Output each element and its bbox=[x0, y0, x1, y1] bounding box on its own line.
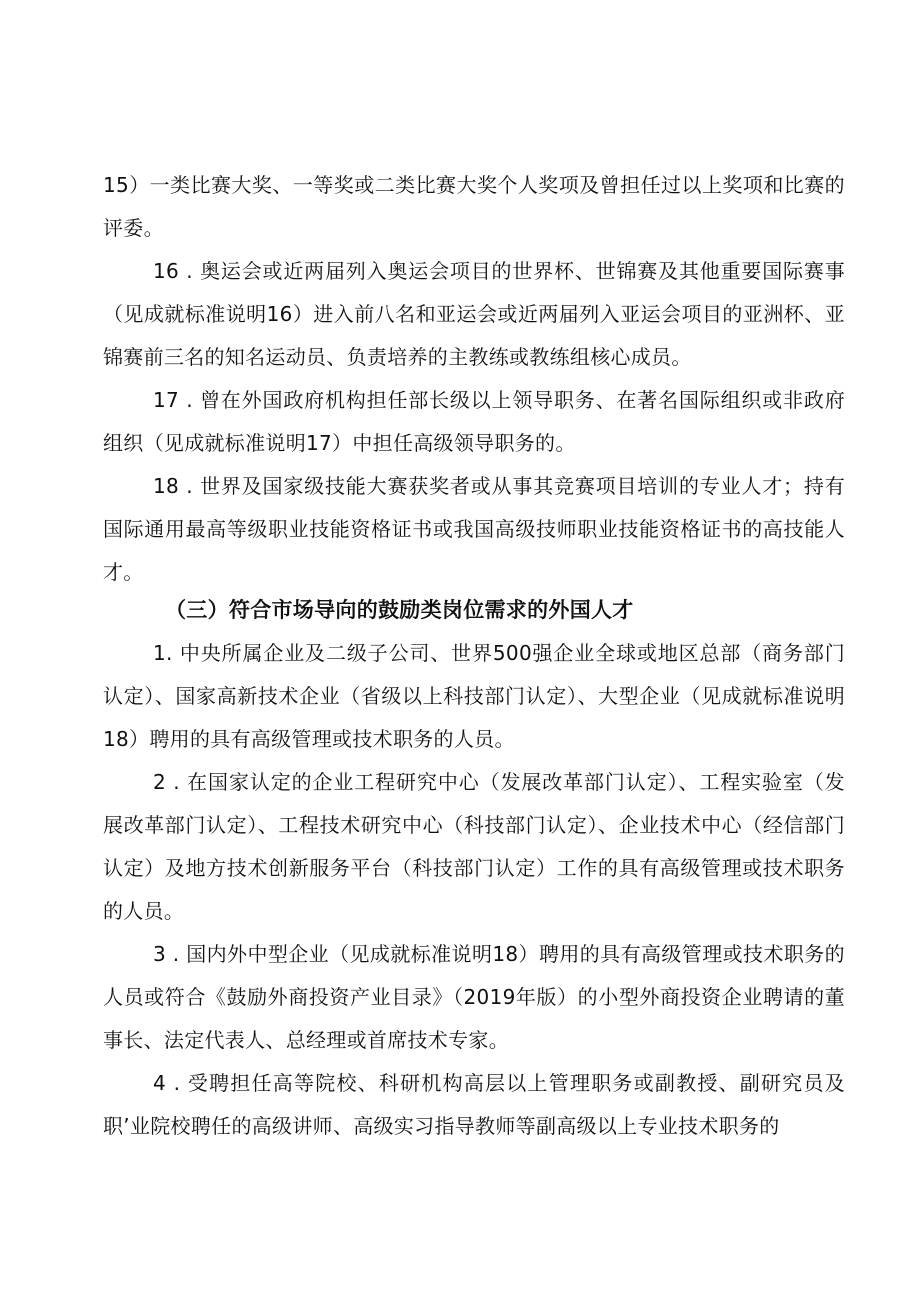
section-item-1: 1. 中央所属企业及二级子公司、世界500强企业全球或地区总部（商务部门认定）、国家高新技术企业（省级以上科技部门认定）、大型企业（见成就标准说明18）聘用的具有高级管理或技术职务的人员。 bbox=[103, 641, 845, 751]
paragraph-item-16: 16 . 奥运会或近两届列入奥运会项目的世界杯、世锦赛及其他重要国际赛事（见成就标准说明16）进入前八名和亚运会或近两届列入亚运会项目的亚洲杯、亚锦赛前三名的知名运动员、负责培养的主教练或教练组核心成员。 bbox=[103, 259, 845, 369]
paragraph-item-15: 15）一类比赛大奖、一等奖或二类比赛大奖个人奖项及曾担任过以上奖项和比赛的评委。 bbox=[103, 173, 845, 240]
section-heading: （三）符合市场导向的鼓励类岗位需求的外国人才 bbox=[165, 598, 634, 622]
paragraph-item-18: 18 . 世界及国家级技能大赛获奖者或从事其竞赛项目培训的专业人才；持有国际通用最高等级职业技能资格证书或我国高级技师职业技能资格证书的高技能人才。 bbox=[103, 474, 845, 584]
section-item-4: 4 . 受聘担任高等院校、科研机构高层以上管理职务或副教授、副研究员及职’业院校聘任的高级讲师、高级实习指导教师等副高级以上专业技术职务的 bbox=[103, 1071, 845, 1138]
section-item-2: 2 . 在国家认定的企业工程研究中心（发展改革部门认定）、工程实验室（发展改革部门认定）、工程技术研究中心（科技部门认定）、企业技术中心（经信部门认定）及地方技术创新服务平台（科技部门认定）工作的具有高级管理或技术职务的人员。 bbox=[103, 770, 845, 923]
paragraph-item-17: 17 . 曾在外国政府机构担任部长级以上领导职务、在著名国际组织或非政府组织（见成就标准说明17）中担任高级领导职务的。 bbox=[103, 388, 845, 455]
section-item-3: 3 . 国内外中型企业（见成就标准说明18）聘用的具有高级管理或技术职务的人员或符合《鼓励外商投资产业目录》（2019年版）的小型外商投资企业聘请的董事长、法定代表人、总经理或首席技术专家。 bbox=[103, 942, 845, 1052]
